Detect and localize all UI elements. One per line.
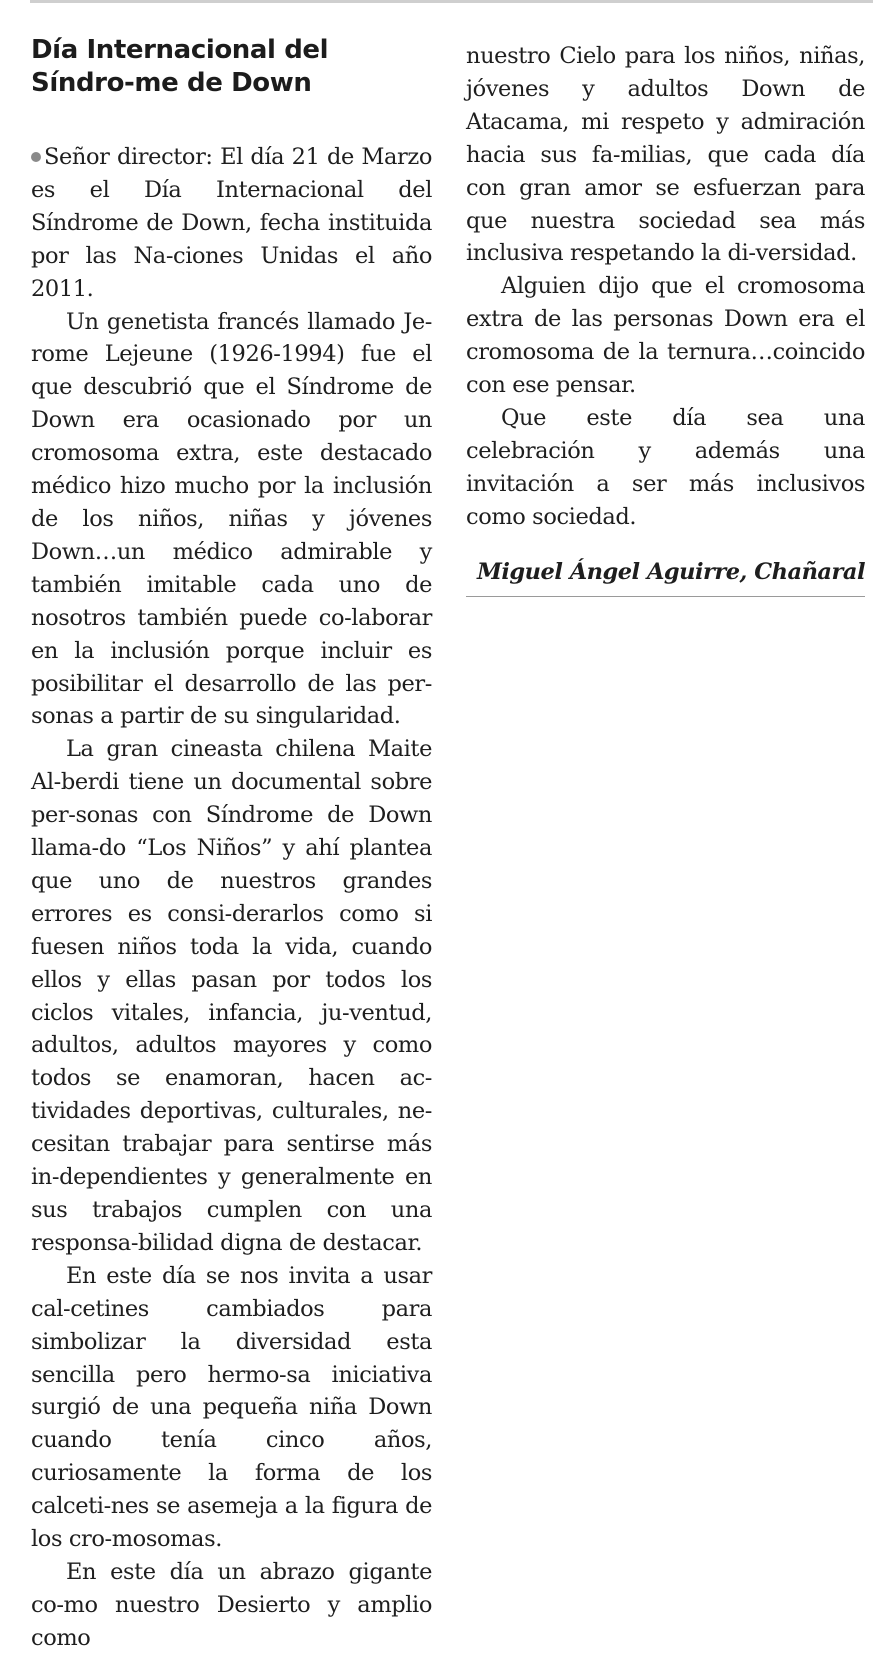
top-rule [30, 0, 873, 3]
article-paragraph: Que este día sea una celebración y además una invitación a ser más inclusivos como sociedad. [466, 404, 865, 530]
article-paragraph: nuestro Cielo para los niños, niñas, jóvenes y adultos Down de Atacama, mi respeto y admiración hacia sus fa-milias, que cada día con gran amor se esfuerzan para que nuestra sociedad sea más inclusiva respetando la di-versidad. [466, 43, 865, 267]
article-paragraph: La gran cineasta chilena Maite Al-berdi tiene un documental sobre per-sonas con Síndrome de Down llama-do “Los Niños” y ahí plantea que uno de nuestros grandes errores es consi-derarlos como si fuesen niños toda la vida, cuando ellos y ellas pasan por todos los ciclos vitales, infancia, ju-ventud, adultos, adultos mayores y como todos se enamoran, hacen ac-tividades deportivas, culturales, ne-cesitan trabajar para sentirse más in-dependientes y generalmente en sus trabajos cumplen con una responsa-bilidad digna de destacar. [31, 736, 432, 1256]
article-paragraph: En este día se nos invita a usar cal-cetines cambiados para simbolizar la diversidad esta sencilla pero hermo-sa iniciativa surgió de una pequeña niña Down cuando tenía cinco años, curiosamente la forma de los calceti-nes se asemeja a la figura de los cro-mosomas. [31, 1262, 432, 1553]
bullet-icon [31, 152, 41, 162]
article-paragraph: Alguien dijo que el cromosoma extra de las personas Down era el cromosoma de la ternura…coincido con ese pensar. [466, 273, 865, 399]
article-column-right [466, 40, 865, 589]
article-column-left [31, 141, 432, 1655]
article-paragraph: En este día un abrazo gigante co-mo nuestro Desierto y amplio como [31, 1558, 432, 1651]
article-signature: Miguel Ángel Aguirre, Chañaral [476, 558, 865, 585]
end-rule [466, 596, 865, 597]
article-paragraph: Un genetista francés llamado Je-rome Lejeune (1926-1994) fue el que descubrió que el Síndrome de Down era ocasionado por un cromosoma extra, este destacado médico hizo mucho por la inclusión de los niños, niñas y jóvenes Down…un médico admirable y también imitable cada uno de nosotros también puede co-laborar en la inclusión porque incluir es posibilitar el desarrollo de las per-sonas a partir de su singularidad. [31, 308, 432, 730]
paragraph-text: Señor director: El día 21 de Marzo es el Día Internacional del Síndrome de Down, fecha instituida por las Na-ciones Unidas el año 2011. [31, 144, 432, 302]
article-headline: Día Internacional del Síndro-me de Down [31, 35, 329, 98]
article-paragraph [31, 141, 432, 306]
